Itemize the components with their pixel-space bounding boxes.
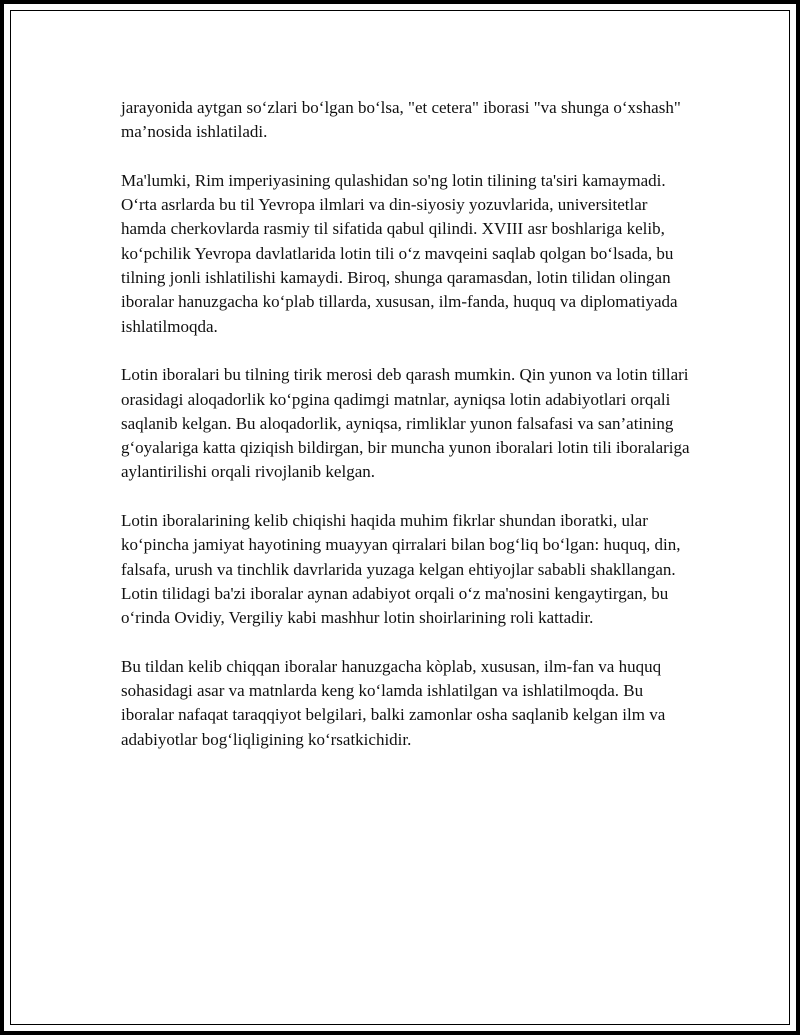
paragraph-3: Lotin iboralari bu tilning tirik merosi deb qarash mumkin. Qin yunon va lotin tillari orasidagi aloqadorlik ko‘pgina qadimgi matnlar, ayniqsa lotin adabiyotlari orqali saqlanib kelgan. Bu aloqadorlik, ayniqsa, rimliklar yunon falsafasi va san’atining g‘oyalariga katta qiziqish bildirgan, bir muncha yunon iboralari lotin tili iboralariga aylantirilishi orqali rivojlanib kelgan. bbox=[121, 365, 690, 482]
paragraph-5: Bu tildan kelib chiqqan iboralar hanuzgacha kòplab, xususan, ilm-fan va huquq sohasidagi asar va matnlarda keng ko‘lamda ishlatilgan va ishlatilmoqda. Bu iboralar nafaqat taraqqiyot belgilari, balki zamonlar osha saqlanib kelgan ilm va adabiyotlar bog‘liqligining ko‘rsatkichidir. bbox=[121, 656, 666, 749]
document-body bbox=[121, 96, 696, 776]
paragraph-4: Lotin iboralarining kelib chiqishi haqida muhim fikrlar shundan iboratki, ular ko‘pincha jamiyat hayotining muayyan qirralari bilan bog‘liq bo‘lgan: huquq, din, falsafa, urush va tinchlik davrlarida yuzaga kelgan ehtiyojlar sababli shakllangan. Lotin tilidagi ba'zi iboralar aynan adabiyot orqali o‘z ma'nosini kengaytirgan, bu o‘rinda Ovidiy, Vergiliy kabi mashhur lotin shoirlarining roli kattadir. bbox=[121, 511, 681, 628]
paragraph-2: Ma'lumki, Rim imperiyasining qulashidan so'ng lotin tilining ta'siri kamaymadi. O‘rta asrlarda bu til Yevropa ilmlari va din-siyosiy yozuvlarida, universitetlar hamda cherkovlarda rasmiy til sifatida qabul qilindi. XVIII asr boshlariga kelib, ko‘pchilik Yevropa davlatlarida lotin tili o‘z mavqeini saqlab qolgan bo‘lsada, bu tilning jonli ishlatilishi kamaydi. Biroq, shunga qaramasdan, lotin tilidan olingan iboralar hanuzgacha ko‘plab tillarda, xususan, ilm-fanda, huquq va diplomatiyada ishlatilmoqda. bbox=[121, 170, 678, 336]
paragraph-1: jarayonida aytgan so‘zlari bo‘lgan bo‘lsa, "et cetera" iborasi "va shunga o‘xshash" ma’nosida ishlatiladi. bbox=[121, 98, 681, 142]
